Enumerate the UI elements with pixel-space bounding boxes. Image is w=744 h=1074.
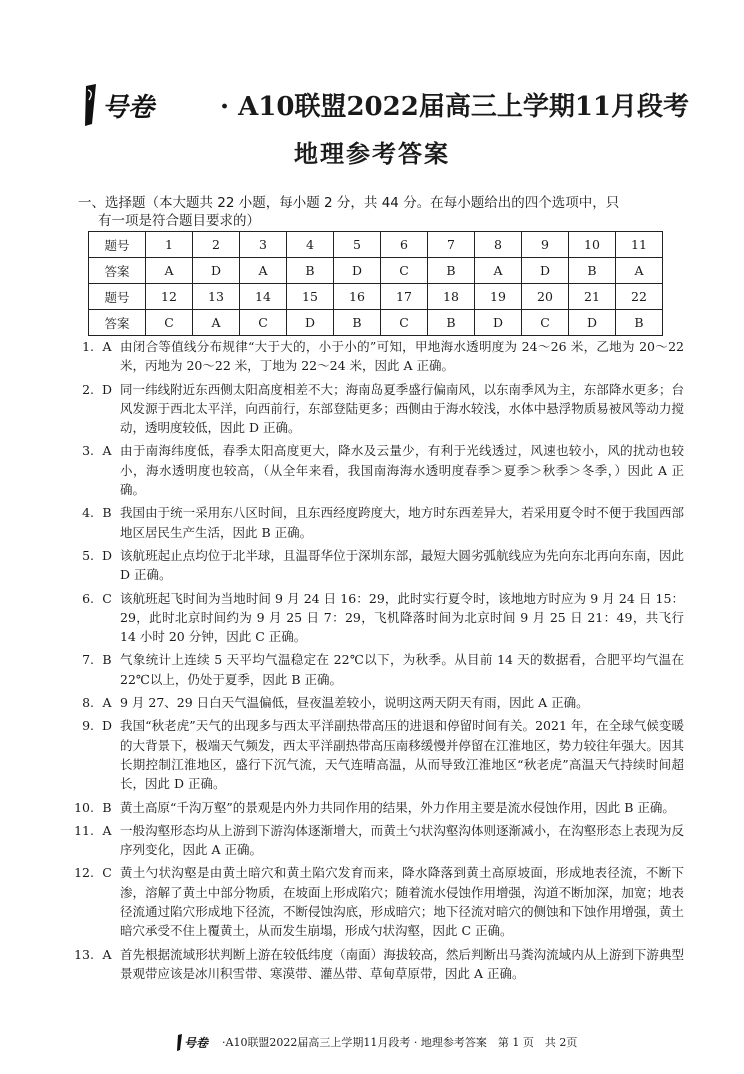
item-answer: A [102,339,112,354]
table-cell: C [146,310,193,336]
answer-table [88,231,663,336]
table-header-cell: 题号 [89,232,146,258]
item-text: 9 月 27、29 日白天气温偏低，昼夜温差较小，说明这两天阴天有雨，因此 A 正确。 [120,695,589,711]
item-text: 黄土勺状沟壑是由黄土暗穴和黄土陷穴发育而来，降水降落到黄土高原坡面，形成地表径流，不断下渗，溶解了黄土中部分物质，在坡面上形成陷穴；随着流水侵蚀作用增强，沟道不断加深，加宽；地表径流通过陷穴形成地下径流，不断侵蚀沟底，形成暗穴；地下径流对暗穴的侧蚀和下蚀作用增强，黄土暗穴承受不住上覆黄土，从而发生崩塌，形成勺状沟壑，因此 C 正确。 [120,865,684,939]
item-answer: B [102,652,112,668]
document-subtitle: 地理参考答案 [294,140,450,168]
table-cell: 22 [616,284,663,310]
item-text: 一般沟壑形态均从上游到下游沟体逐渐增大，而黄土勺状沟壑沟体则逐渐减小，在沟壑形态上表现为反序列变化，因此 A 正确。 [120,822,684,858]
answer-explanations [72,337,684,987]
table-cell: 2 [193,232,240,258]
item-number: 6. [82,590,94,606]
item-answer: B [102,505,112,521]
item-text: 该航班起飞时间为当地时间 9 月 24 日 16：29，此时实行夏令时，该地地方时应为 9 月 24 日 15：29，此时北京时间约为 9 月 25 日 7：29，飞机降落时间为北京时间 9 月 25 日 21：49，共飞行 14 小时 20 分钟，因此 C 正确。 [120,590,684,645]
table-cell: 4 [287,232,334,258]
item-text: 该航班起止点均位于北半球，且温哥华位于深圳东部，最短大圆劣弧航线应为先向东北再向东南，因此 D 正确。 [120,547,684,583]
table-cell: 15 [287,284,334,310]
table-header-cell: 答案 [89,310,146,336]
table-cell: 20 [522,284,569,310]
table-header-cell: 题号 [89,284,146,310]
table-cell: A [475,258,522,284]
table-cell: 14 [240,284,287,310]
item-text: 首先根据流域形状判断上游在较低纬度（南面）海拔较高，然后判断出马粪沟流域内从上游到下游典型景观带应该是冰川积雪带、寒漠带、灌丛带、草甸草原带，因此 A 正确。 [120,946,684,981]
item-number: 10. [74,799,94,815]
table-cell: B [287,258,334,284]
table-cell: A [240,258,287,284]
table-cell: D [334,258,381,284]
list-item [72,503,684,542]
table-cell: 11 [616,232,663,258]
list-item [72,945,684,984]
table-cell: 9 [522,232,569,258]
list-item [72,650,684,689]
brand-logo [176,1032,218,1052]
list-item [72,546,684,585]
section-heading-line1: 一、选择题（本大题共 22 小题，每小题 2 分，共 44 分。在每小题给出的四个选项中，只 [78,195,620,211]
table-cell: 3 [240,232,287,258]
item-text: 由于南海纬度低，春季太阳高度更大，降水及云量少，有利于光线透过，风速也较小，风的扰动也较小，海水透明度也较高，（从全年来看，我国南海海水透明度春季＞夏季＞秋季＞冬季，）因此 A 正确。 [120,443,684,498]
table-cell: 6 [381,232,428,258]
table-cell: C [240,310,287,336]
table-cell: 16 [334,284,381,310]
table-cell: A [193,310,240,336]
table-cell: D [475,310,522,336]
page-footer [176,1032,577,1052]
header [80,80,690,130]
item-text: 气象统计上连续 5 天平均气温稳定在 22℃以下，为秋季。从目前 14 天的数据看，合肥平均气温在 22℃以上，仍处于夏季，因此 B 正确。 [120,652,684,687]
list-item [72,798,684,817]
item-answer: A [102,695,112,711]
table-row-answers-1 [89,258,663,284]
item-text: 由闭合等值线分布规律“大于大的，小于小的”可知，甲地海水透明度为 24～26 米，乙地为 20～22 米，丙地为 20～22 米，丁地为 22～24 米，因此 A 正确。 [120,339,684,374]
item-number: 5. [82,547,94,563]
item-answer: A [102,946,112,962]
section-heading [78,194,678,230]
item-text: 同一纬线附近东西侧太阳高度相差不大；海南岛夏季盛行偏南风，以东南季风为主，东部降水更多；台风发源于西北太平洋，向西前行，东部登陆更多；西侧由于海水较浅，水体中悬浮物质易被风等动力搅动，透明度较低，因此 D 正确。 [120,381,684,436]
list-item [72,716,684,793]
document-title: · A10联盟2022届高三上学期11月段考 [220,92,690,122]
table-cell: A [616,258,663,284]
table-header-cell: 答案 [89,258,146,284]
table-cell: 10 [569,232,616,258]
brand-logo [80,80,220,130]
table-cell: B [334,310,381,336]
item-number: 4. [82,505,94,521]
item-answer: D [101,381,113,397]
item-number: 12. [74,865,94,881]
table-cell: B [569,258,616,284]
table-cell: C [522,310,569,336]
item-number: 3. [82,443,94,459]
item-answer: D [101,718,113,734]
item-answer: D [101,547,113,563]
table-cell: D [287,310,334,336]
footer-text: ·A10联盟2022届高三上学期11月段考 · 地理参考答案 第 1 页 共 2页 [222,1036,578,1049]
table-cell: C [381,258,428,284]
item-answer: A [102,822,112,838]
table-cell: D [193,258,240,284]
list-item [72,380,684,438]
svg-text:号卷: 号卷 [184,1036,209,1050]
table-cell: 17 [381,284,428,310]
table-cell: 19 [475,284,522,310]
section-heading-line2: 有一项是符合题目要求的） [98,213,260,229]
item-answer: A [102,443,112,459]
table-cell: 1 [146,232,193,258]
table-cell: 5 [334,232,381,258]
item-number: 9. [82,718,94,734]
table-row-numbers-2 [89,284,663,310]
list-item [72,693,684,712]
table-cell: 21 [569,284,616,310]
item-text: 我国“秋老虎”天气的出现多与西太平洋副热带高压的进退和停留时间有关。2021 年，在全球气候变暖的大背景下，极端天气频发，西太平洋副热带高压南移缓慢并停留在江淮地区，势力较往年强大。因其长期控制江淮地区，盛行下沉气流，天气连晴高温，从而导致江淮地区“秋老虎”高温天气持续时间超长，因此 D 正确。 [120,718,684,792]
table-cell: D [522,258,569,284]
table-cell: 8 [475,232,522,258]
table-cell: C [381,310,428,336]
svg-text:号卷: 号卷 [102,93,155,123]
table-cell: B [428,258,475,284]
table-cell: B [616,310,663,336]
item-answer: B [102,799,112,815]
item-text: 黄土高原“千沟万壑”的景观是内外力共同作用的结果，外力作用主要是流水侵蚀作用，因此 B 正确。 [120,799,675,815]
list-item [72,863,684,940]
item-number: 11. [74,822,94,838]
item-answer: C [102,865,112,881]
list-item [72,589,684,647]
item-number: 7. [82,652,94,668]
list-item [72,821,684,860]
table-cell: 7 [428,232,475,258]
table-cell: A [146,258,193,284]
table-row-answers-2 [89,310,663,336]
item-answer: C [102,590,112,606]
item-text: 我国由于统一采用东八区时间，且东西经度跨度大，地方时东西差异大，若采用夏令时不便于我国西部地区居民生产生活，因此 B 正确。 [120,505,684,540]
table-cell: 13 [193,284,240,310]
list-item [72,441,684,499]
item-number: 8. [82,695,94,711]
item-number: 2. [82,381,94,397]
table-cell: 12 [146,284,193,310]
list-item [72,337,684,376]
item-number: 1. [82,339,94,354]
item-number: 13. [74,946,94,962]
table-row-numbers-1 [89,232,663,258]
table-cell: D [569,310,616,336]
table-cell: 18 [428,284,475,310]
table-cell: B [428,310,475,336]
